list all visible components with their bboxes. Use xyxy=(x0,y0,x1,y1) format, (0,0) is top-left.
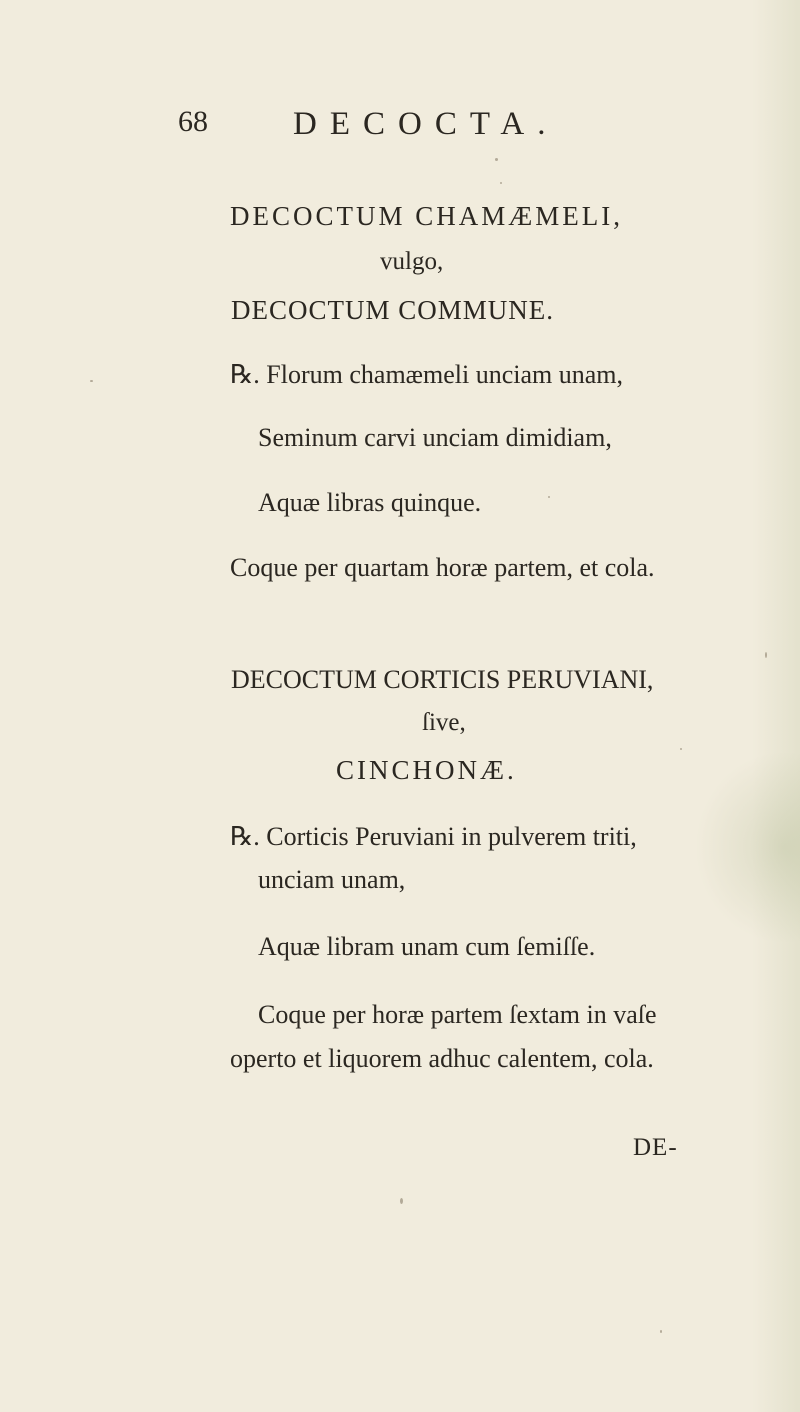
paper-speck xyxy=(495,158,498,161)
paper-speck xyxy=(765,652,767,658)
recipe-alt-title: DECOCTUM COMMUNE. xyxy=(231,295,555,325)
recipe-subtitle: vulgo, xyxy=(380,248,444,275)
recipe-instruction: Coque per quartam horæ partem, et cola. xyxy=(230,553,655,582)
catchword: DE- xyxy=(633,1134,678,1161)
recipe-instruction: Coque per horæ partem ſextam in vaſe xyxy=(258,1000,657,1029)
paper-speck xyxy=(680,748,682,750)
recipe-line: Seminum carvi unciam dimidiam, xyxy=(258,423,612,452)
running-title: DECOCTA. xyxy=(293,106,559,142)
paper-speck xyxy=(660,1330,662,1333)
paper-speck xyxy=(90,380,93,382)
paper-speck xyxy=(500,182,502,184)
recipe-subtitle: ſive, xyxy=(422,709,466,736)
recipe-title: DECOCTUM CHAMÆMELI, xyxy=(230,201,624,231)
page-number: 68 xyxy=(178,105,208,138)
recipe-line: Aquæ libras quinque. xyxy=(258,488,482,517)
recipe-line: unciam unam, xyxy=(258,865,406,894)
recipe-line: Aquæ libram unam cum ſemiſſe. xyxy=(258,932,596,961)
recipe-line: ℞. Florum chamæmeli unciam unam, xyxy=(230,360,624,389)
recipe-alt-title: CINCHONÆ. xyxy=(336,755,517,785)
recipe-instruction: operto et liquorem adhuc calentem, cola. xyxy=(230,1044,654,1073)
paper-speck xyxy=(400,1198,403,1204)
recipe-title: DECOCTUM CORTICIS PERUVIANI, xyxy=(231,665,654,694)
recipe-line: ℞. Corticis Peruviani in pulverem triti, xyxy=(230,822,637,851)
paper-speck xyxy=(548,496,550,498)
